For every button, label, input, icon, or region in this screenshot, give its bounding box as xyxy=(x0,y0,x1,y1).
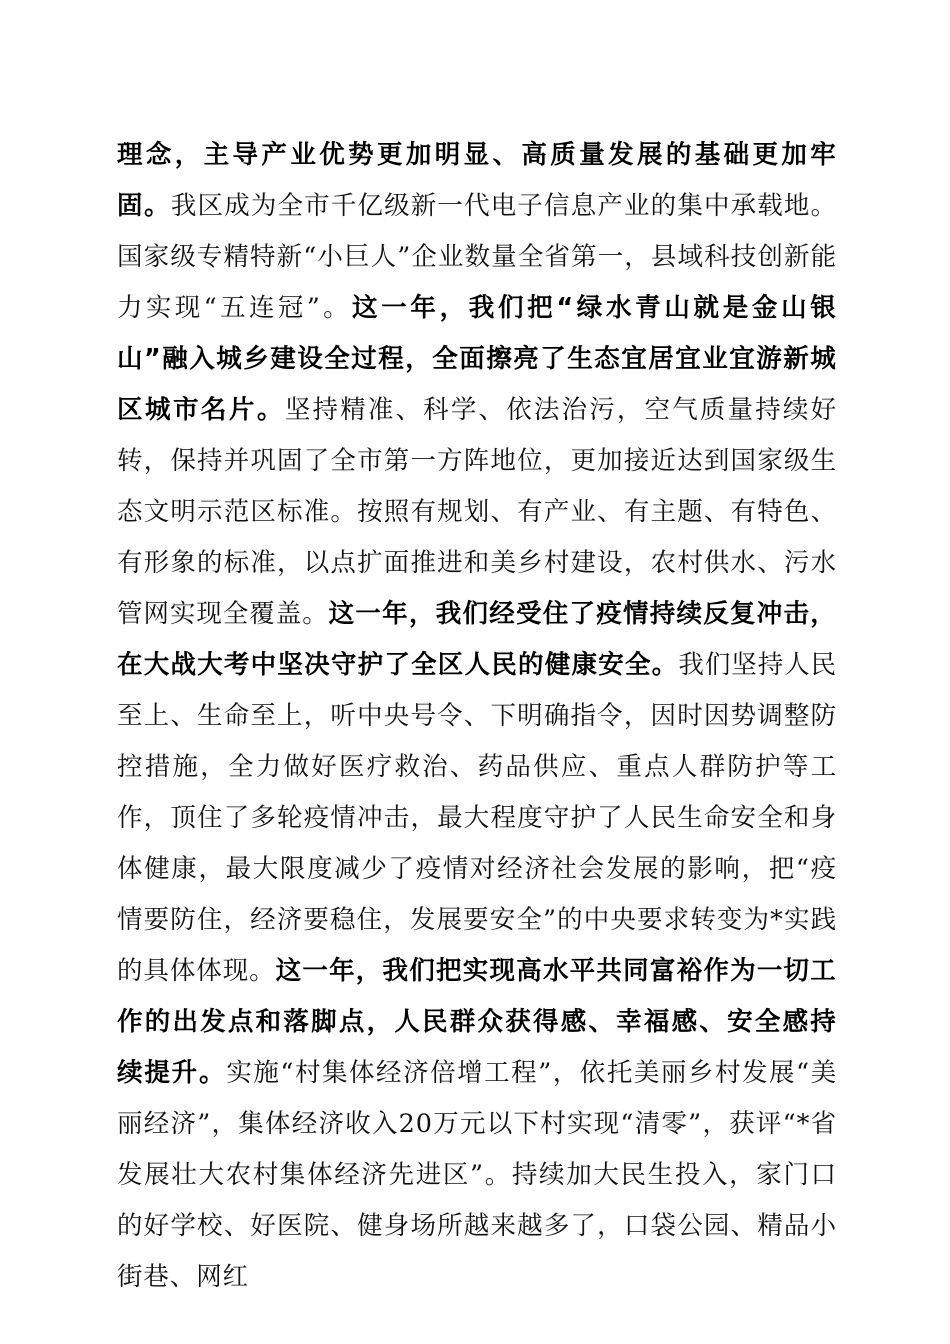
body-paragraph xyxy=(117,130,837,1303)
body-sentence: 我们坚持人民至上、生命至上，听中央号令、下明确指令，因时因势调整防控措施，全力做好医疗救治、药品供应、重点人群防护等工作，顶住了多轮疫情冲击，最大程度守护了人民生命安全和身体健康，最大限度减少了疫情对经济社会发展的影响，把“疫情要防住，经济要稳住，发展要安全”的中央要求转变为*实践的具体体现。 xyxy=(117,650,837,986)
body-sentence: 坚持精准、科学、依法治污，空气质量持续好转，保持并巩固了全市第一方阵地位，更加接近达到国家级生态文明示范区标准。按照有规划、有产业、有主题、有特色、有形象的标准，以点扩面推进和美乡村建设，农村供水、污水管网实现全覆盖。 xyxy=(117,395,837,629)
bold-heading-sentence: 这一年，我们经受住了疫情持续反复冲击，在大战大考中坚决守护了全区人民的健康安全。 xyxy=(117,599,838,680)
bold-heading-sentence: 这一年，我们把“绿水青山就是金山银山”融入城乡建设全过程，全面擦亮了生态宜居宜业宜游新城区城市名片。 xyxy=(117,293,837,425)
bold-heading-sentence: 这一年，我们把实现高水平共同富裕作为一切工作的出发点和落脚点，人民群众获得感、幸福感、安全感持续提升。 xyxy=(117,956,837,1088)
bold-heading-sentence: 理念，主导产业优势更加明显、高质量发展的基础更加牢固。 xyxy=(117,140,837,221)
body-sentence: 我区成为全市千亿级新一代电子信息产业的集中承载地。国家级专精特新“小巨人”企业数量全省第一，县域科技创新能力实现“五连冠”。 xyxy=(117,191,837,323)
body-sentence: 实施“村集体经济倍增工程”，依托美丽乡村发展“美丽经济”，集体经济收入20万元以下村实现“清零”，获评“*省发展壮大农村集体经济先进区”。持续加大民生投入，家门口的好学校、好医院、健身场所越来越多了，口袋公园、精品小街巷、网红 xyxy=(117,1058,837,1292)
